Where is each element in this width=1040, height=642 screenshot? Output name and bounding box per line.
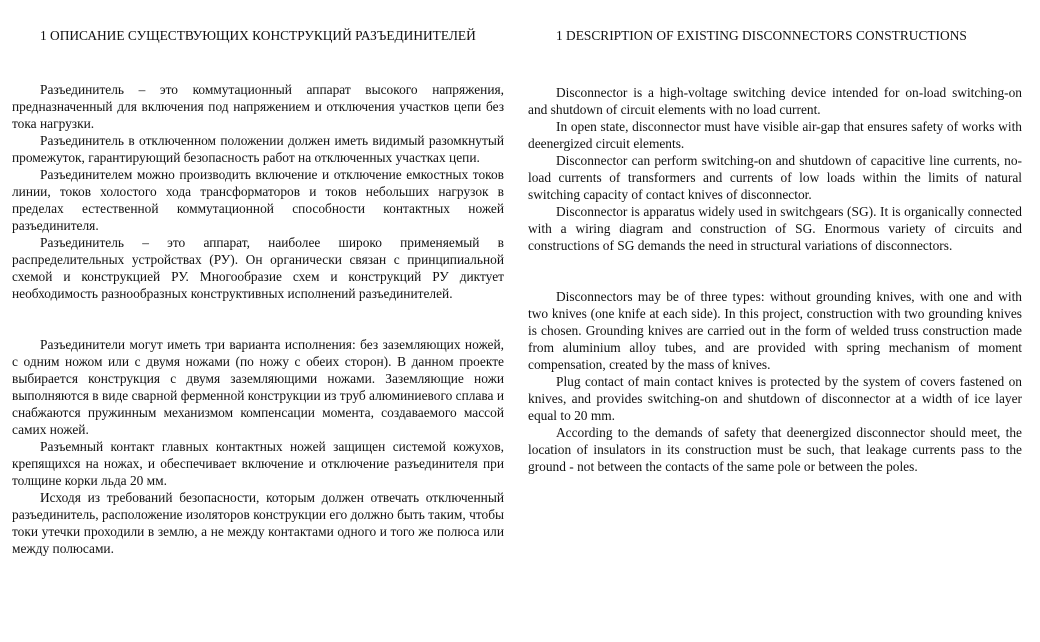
russian-paragraph-4: Разъединитель – это аппарат, наиболее широко применяемый в распределительных устройствах (РУ). Он органически связан с принципиальной схемой и конструкцией РУ. Многообразие схем и конструкций РУ диктует необходимость разнообразных конструктивных исполнений разъединителей.: [12, 235, 504, 301]
spacer: [12, 302, 504, 336]
english-heading: 1 DESCRIPTION OF EXISTING DISCONNECTORS CONSTRUCTIONS: [556, 28, 967, 43]
english-paragraph-4: Disconnector is apparatus widely used in switchgears (SG). It is organically connected with a wiring diagram and construction of SG. Enormous variety of circuits and constructions of SG demands the need in structural variations of disconnectors.: [528, 204, 1022, 253]
russian-paragraph-2: Разъединитель в отключенном положении должен иметь видимый разомкнутый промежуток, гарантирующий безопасность работ на отключенных участках цепи.: [12, 133, 504, 165]
spacer: [528, 44, 1022, 84]
spacer: [12, 44, 504, 81]
spacer: [528, 254, 1022, 288]
russian-paragraph-7: Исходя из требований безопасности, которым должен отвечать отключенный разъединитель, расположение изоляторов конструкции его должно быть таким, чтобы токи утечки проходили в землю, а не между контактами одного и того же полюса или между полюсами.: [12, 490, 504, 556]
english-paragraph-1: Disconnector is a high-voltage switching device intended for on-load switching-on and shutdown of circuit elements with no load current.: [528, 85, 1022, 117]
english-column: [528, 27, 1022, 475]
russian-column: [12, 27, 504, 557]
english-paragraph-2: In open state, disconnector must have visible air-gap that ensures safety of works with deenergized circuit elements.: [528, 119, 1022, 151]
russian-paragraph-5: Разъединители могут иметь три варианта исполнения: без заземляющих ножей, с одним ножом или с двумя ножами (по ножу с обеих сторон). В данном проекте выбирается конструкция с двумя заземляющими ножами. Заземляющие ножи выполняются в виде сварной ферменной конструкции из труб алюминиевого сплава и снабжаются пружинным механизмом компенсации момента, создаваемого массой самих ножей.: [12, 337, 504, 437]
english-paragraph-5: Disconnectors may be of three types: without grounding knives, with one and with two knives (one knife at each side). In this project, construction with two grounding knives is chosen. Grounding knives are carried out in the form of welded truss construction made from aluminium alloy tubes, and are provided with spring mechanism of moment compensation, created by the mass of knives.: [528, 289, 1022, 372]
english-paragraph-3: Disconnector can perform switching-on and shutdown of capacitive line currents, no-load currents of transformers and currents of low loads within the limits of natural switching capacity of contact knives of disconnector.: [528, 153, 1022, 202]
russian-paragraph-3: Разъединителем можно производить включение и отключение емкостных токов линии, токов холостого хода трансформаторов и токов небольших нагрузок в пределах естественной коммутационной способности контактных ножей разъединителя.: [12, 167, 504, 233]
russian-paragraph-1: Разъединитель – это коммутационный аппарат высокого напряжения, предназначенный для включения под напряжением и отключения участков цепи без тока нагрузки.: [12, 82, 504, 131]
english-paragraph-6: Plug contact of main contact knives is protected by the system of covers fastened on knives, and provides switching-on and shutdown of disconnector at a width of ice layer equal to 20 mm.: [528, 374, 1022, 423]
russian-heading: 1 ОПИСАНИЕ СУЩЕСТВУЮЩИХ КОНСТРУКЦИЙ РАЗЪЕДИНИТЕЛЕЙ: [40, 28, 476, 43]
english-paragraph-7: According to the demands of safety that deenergized disconnector should meet, the location of insulators in its construction must be such, that leakage currents pass to the ground - not between the contacts of the same pole or between the poles.: [528, 425, 1022, 474]
russian-paragraph-6: Разъемный контакт главных контактных ножей защищен системой кожухов, крепящихся на ножах, и обеспечивает включение и отключение разъединителя при толщине корки льда 20 мм.: [12, 439, 504, 488]
